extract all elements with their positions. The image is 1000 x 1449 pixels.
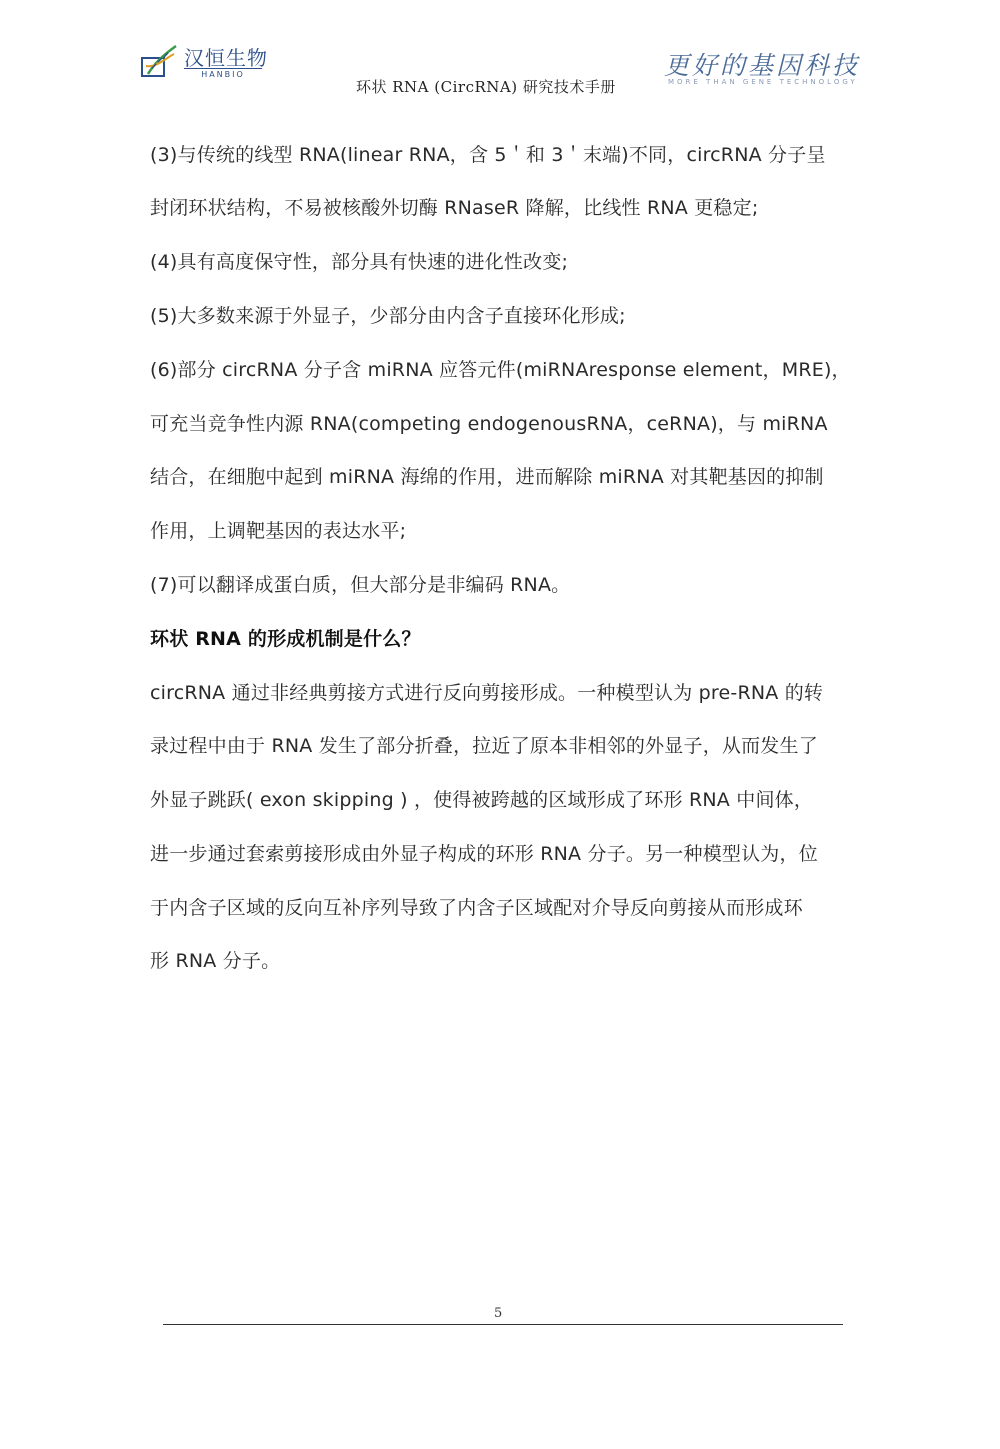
document-title: 环状 RNA (CircRNA) 研究技术手册	[356, 78, 616, 96]
paragraph-line: 结合，在细胞中起到 miRNA 海绵的作用，进而解除 miRNA 对其靶基因的抑制	[150, 466, 824, 488]
company-logo	[140, 40, 280, 88]
paragraph-line: 形 RNA 分子。	[150, 950, 281, 972]
paragraph-line: 录过程中由于 RNA 发生了部分折叠，拉近了原本非相邻的外显子，从而发生了	[150, 735, 818, 757]
paragraph-line: (3)与传统的线型 RNA(linear RNA，含 5＇和 3＇末端)不同，circRNA 分子呈	[150, 144, 826, 166]
paragraph-line: (5)大多数来源于外显子，少部分由内含子直接环化形成;	[150, 305, 626, 327]
paragraph-line: 进一步通过套索剪接形成由外显子构成的环形 RNA 分子。另一种模型认为，位	[150, 843, 818, 865]
paragraph-line: 作用，上调靶基因的表达水平;	[150, 520, 407, 542]
logo-english-name: HANBIO	[184, 68, 262, 79]
paragraph-line: 封闭环状结构，不易被核酸外切酶 RNaseR 降解，比线性 RNA 更稳定;	[150, 197, 759, 219]
paragraph-line: (7)可以翻译成蛋白质，但大部分是非编码 RNA。	[150, 574, 571, 596]
paragraph-line: 于内含子区域的反向互补序列导致了内含子区域配对介导反向剪接从而形成环	[150, 897, 803, 919]
paragraph-line: (4)具有高度保守性，部分具有快速的进化性改变;	[150, 251, 569, 273]
paragraph-line: 可充当竞争性内源 RNA(competing endogenousRNA，ceRNA)，与 miRNA	[150, 413, 828, 435]
paragraph-line: 外显子跳跃( exon skipping ) ，使得被跨越的区域形成了环形 RNA 中间体，	[150, 789, 814, 811]
footer-divider	[163, 1324, 843, 1325]
paragraph-line: (6)部分 circRNA 分子含 miRNA 应答元件(miRNAresponse element，MRE)，	[150, 359, 851, 381]
company-slogan: 更好的基因科技	[664, 51, 861, 80]
dna-helix-logo-icon	[140, 44, 180, 80]
page-number: 5	[494, 1306, 503, 1321]
company-slogan-english: MORE THAN GENE TECHNOLOGY	[668, 78, 858, 86]
logo-chinese-name: 汉恒生物	[184, 46, 268, 70]
page-header	[0, 0, 1000, 100]
paragraph-line: circRNA 通过非经典剪接方式进行反向剪接形成。一种模型认为 pre-RNA 的转	[150, 682, 824, 704]
section-heading: 环状 RNA 的形成机制是什么？	[150, 628, 421, 650]
